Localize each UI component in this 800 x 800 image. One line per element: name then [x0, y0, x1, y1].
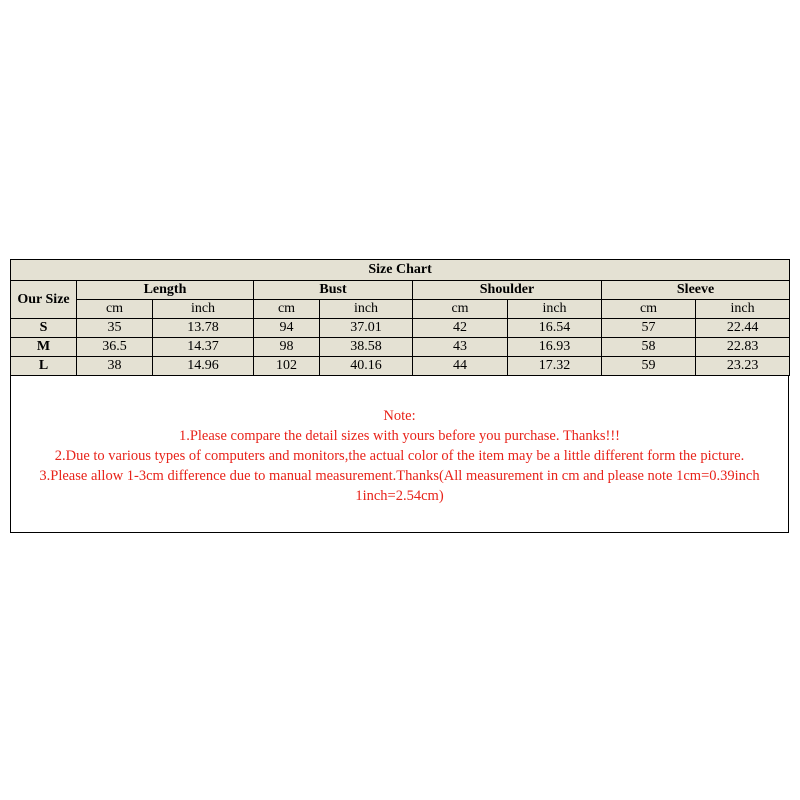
unit-header: inch: [508, 300, 602, 319]
unit-header: cm: [77, 300, 153, 319]
unit-header: cm: [254, 300, 320, 319]
size-chart: [10, 259, 789, 533]
table-cell: 37.01: [320, 319, 413, 338]
note-line: 1.Please compare the detail sizes with yours before you purchase. Thanks!!!: [178, 428, 621, 444]
note-line: 3.Please allow 1-3cm difference due to manual measurement.Thanks(All measurement in cm and please note 1cm=0.39inch: [39, 468, 760, 484]
size-label: S: [11, 319, 77, 338]
table-cell: 14.37: [153, 338, 254, 357]
unit-header-row: [11, 300, 790, 319]
size-label: L: [11, 357, 77, 376]
table-cell: 22.83: [696, 338, 790, 357]
table-cell: 36.5: [77, 338, 153, 357]
table-cell: 59: [602, 357, 696, 376]
table-cell: 13.78: [153, 319, 254, 338]
our-size-header: Our Size: [11, 281, 77, 319]
table-cell: 22.44: [696, 319, 790, 338]
table-row: [11, 338, 790, 357]
note-line: 2.Due to various types of computers and monitors,the actual color of the item may be a little different form the picture.: [54, 448, 745, 464]
note-line: 1inch=2.54cm): [355, 488, 444, 504]
title-row: [11, 260, 790, 281]
table-cell: 102: [254, 357, 320, 376]
table-cell: 38.58: [320, 338, 413, 357]
table-cell: 94: [254, 319, 320, 338]
table-cell: 16.54: [508, 319, 602, 338]
table-row: [11, 357, 790, 376]
table-cell: 57: [602, 319, 696, 338]
notes-box: [10, 376, 789, 533]
table-cell: 35: [77, 319, 153, 338]
note-heading: Note:: [383, 408, 416, 424]
unit-header: cm: [602, 300, 696, 319]
table-cell: 44: [413, 357, 508, 376]
table-cell: 16.93: [508, 338, 602, 357]
table-cell: 38: [77, 357, 153, 376]
table-cell: 98: [254, 338, 320, 357]
group-header-row: [11, 281, 790, 300]
unit-header: cm: [413, 300, 508, 319]
size-label: M: [11, 338, 77, 357]
table-cell: 40.16: [320, 357, 413, 376]
group-header-length: Length: [77, 281, 254, 300]
table-cell: 14.96: [153, 357, 254, 376]
group-header-sleeve: Sleeve: [602, 281, 790, 300]
unit-header: inch: [696, 300, 790, 319]
table-row: [11, 319, 790, 338]
table-cell: 43: [413, 338, 508, 357]
unit-header: inch: [153, 300, 254, 319]
table-cell: 23.23: [696, 357, 790, 376]
group-header-shoulder: Shoulder: [413, 281, 602, 300]
table-cell: 17.32: [508, 357, 602, 376]
group-header-bust: Bust: [254, 281, 413, 300]
size-table: [10, 259, 790, 376]
table-title: Size Chart: [11, 260, 790, 281]
table-cell: 42: [413, 319, 508, 338]
table-cell: 58: [602, 338, 696, 357]
unit-header: inch: [320, 300, 413, 319]
